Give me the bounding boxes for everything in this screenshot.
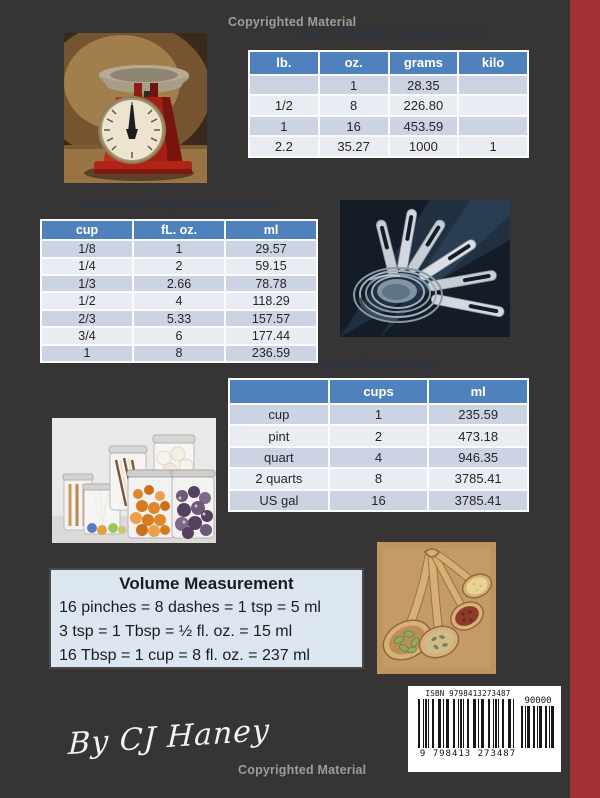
volume-line-2: 3 tsp = 1 Tbsp = ½ fl. oz. = 15 ml [59,623,293,640]
table-row [230,426,527,445]
table-cell: 5.33 [134,311,224,326]
table-cell: 1/3 [42,276,132,291]
header-cell: cups [330,380,428,403]
table-cell [459,117,527,136]
volume-box-title: Volume Measurement [119,574,294,593]
header-cell: fL. oz. [134,221,224,239]
price-bars [521,706,555,748]
table-cell: 2.66 [134,276,224,291]
table-row [230,491,527,510]
table-cell: 1/2 [250,96,318,115]
table-cell: pint [230,426,328,445]
mass-table-title: Mass (Weight) Measurement [294,24,483,40]
table-cell: 3/4 [42,328,132,343]
table-cell: 1/4 [42,259,132,274]
table-row [42,346,316,361]
measuring-spoons-photo [377,542,496,674]
table-cell: 236.59 [226,346,316,361]
table-cell: 16 [330,491,428,510]
table-row [250,117,527,136]
table-cell: 2 [134,259,224,274]
table-header-row [230,380,527,403]
table-cell: 177.44 [226,328,316,343]
table-cell: 4 [134,293,224,308]
header-cell: kilo [459,52,527,74]
fractional-cup-table [40,219,318,363]
table-cell: 3785.41 [429,469,527,488]
table-cell: 4 [330,448,428,467]
cups-table-title: Cups Equal What [320,355,437,371]
table-cell: 157.57 [226,311,316,326]
table-cell: 1000 [390,137,458,156]
table-cell: 78.78 [226,276,316,291]
measuring-cups-photo [340,200,510,337]
table-row [250,76,527,95]
table-cell: 2 quarts [230,469,328,488]
table-cell: 8 [320,96,388,115]
table-cell: 29.57 [226,241,316,256]
table-cell: 8 [134,346,224,361]
table-row [230,469,527,488]
table-cell: 8 [330,469,428,488]
table-cell [459,96,527,115]
table-header-row [250,52,527,74]
table-cell: 1 [250,117,318,136]
header-cell: grams [390,52,458,74]
table-cell: 1/8 [42,241,132,256]
header-cell: cup [42,221,132,239]
table-cell: 2.2 [250,137,318,156]
table-cell: 226.80 [390,96,458,115]
barcode-bars [418,699,515,748]
table-cell: 453.59 [390,117,458,136]
table-row [250,96,527,115]
table-row [42,259,316,274]
table-row [230,448,527,467]
copyright-watermark-bottom: Copyrighted Material [238,763,367,777]
author-signature: By CJ Haney [67,712,271,763]
table-cell: 1 [42,346,132,361]
table-cell: 235.59 [429,405,527,424]
isbn-barcode-block [408,686,561,772]
header-cell: lb. [250,52,318,74]
header-cell: ml [226,221,316,239]
copyright-watermark-top: Copyrighted Material [228,15,357,29]
table-row [230,405,527,424]
table-cell [250,76,318,95]
table-cell: 1 [134,241,224,256]
table-cell [459,76,527,95]
table-cell: quart [230,448,328,467]
table-cell: 946.35 [429,448,527,467]
table-cell: 1 [459,137,527,156]
table-cell: 6 [134,328,224,343]
volume-measurement-box [49,568,364,669]
table-cell: 2/3 [42,311,132,326]
table-row [42,311,316,326]
header-cell: oz. [320,52,388,74]
table-cell: 1 [320,76,388,95]
table-cell: 59.15 [226,259,316,274]
fractional-table-title: Fractional Cup Measurements [79,196,279,212]
table-header-row [42,221,316,239]
table-row [42,293,316,308]
volume-line-3: 16 Tbsp = 1 cup = 8 fl. oz. = 237 ml [59,647,310,664]
table-cell: cup [230,405,328,424]
table-cell: 28.35 [390,76,458,95]
table-row [42,276,316,291]
table-cell: 2 [330,426,428,445]
table-cell: 473.18 [429,426,527,445]
kitchen-scale-photo [64,33,207,183]
table-cell: 16 [320,117,388,136]
price-code: 90000 [524,696,552,706]
header-cell: ml [429,380,527,403]
mass-weight-table [248,50,529,158]
table-cell: 3785.41 [429,491,527,510]
table-row [42,241,316,256]
table-row [250,137,527,156]
red-spine-stripe [570,0,600,798]
header-cell [230,380,328,403]
isbn-digits: 9 798413 273487 [419,749,517,759]
table-cell: 1/2 [42,293,132,308]
table-cell: 1 [330,405,428,424]
volume-line-1: 16 pinches = 8 dashes = 1 tsp = 5 ml [59,599,321,616]
table-cell: US gal [230,491,328,510]
cups-equal-what-table [228,378,529,512]
isbn-label: ISBN 9798413273487 [425,689,511,698]
table-cell: 35.27 [320,137,388,156]
table-row [42,328,316,343]
candy-jars-photo [52,418,216,543]
table-cell: 118.29 [226,293,316,308]
